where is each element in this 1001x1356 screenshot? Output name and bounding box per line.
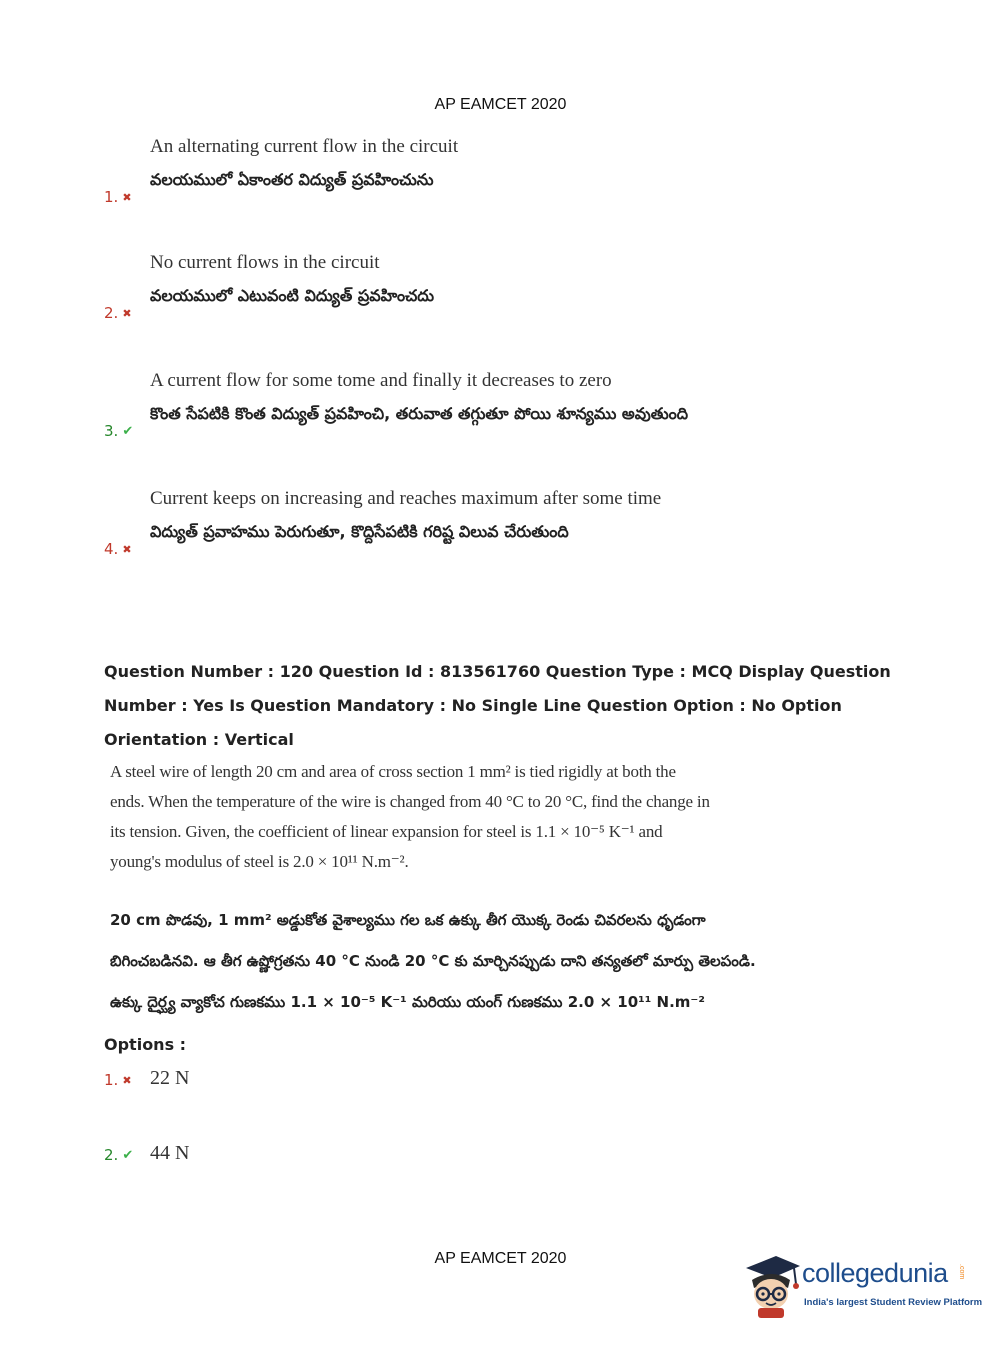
question-english — [110, 757, 730, 877]
prev-option-3-english: A current flow for some tome and finally it decreases to zero — [150, 370, 612, 391]
check-icon: ✔ — [122, 424, 134, 439]
prev-option-3-telugu: కొంత సేపటికి కొంత విద్యుత్ ప్రవహించి, తరువాత తగ్గుతూ పోయి శూన్యము అవుతుంది — [150, 404, 689, 423]
question-telugu — [110, 900, 890, 1023]
question-meta: Question Number : 120 Question Id : 813561760 Question Type : MCQ Display Question Number : Yes Is Question Mandatory : No Single Line Question Option : No Option Orientation : Vertical — [104, 662, 891, 749]
prev-option-4-telugu: విద్యుత్ ప్రవాహము పెరుగుతూ, కొద్దిసేపటికి గరిష్ట విలువ చేరుతుంది — [150, 522, 569, 541]
question-english-line: ends. When the temperature of the wire is changed from 40 °C to 20 °C, find the change in — [110, 792, 710, 811]
question-telugu-line: ఉక్కు దైర్ఘ్య వ్యాకోచ గుణకము 1.1 × 10⁻⁵ K⁻¹ మరియు యంగ్ గుణకము 2.0 × 10¹¹ N.m⁻² — [110, 993, 705, 1011]
logo-tagline: India's largest Student Review Platform — [804, 1297, 983, 1308]
logo-dotcom: .com — [958, 1264, 965, 1280]
answer-option-2-value: 44 N — [150, 1142, 190, 1164]
cross-icon: ✖ — [122, 543, 132, 556]
answer-option-1-value: 22 N — [150, 1067, 190, 1089]
cross-icon: ✖ — [122, 1074, 132, 1087]
question-english-line: its tension. Given, the coefficient of linear expansion for steel is 1.1 × 10⁻⁵ K⁻¹ and — [110, 822, 663, 841]
answer-option-1-number: 1. ✖ — [104, 1071, 132, 1089]
collegedunia-logo — [742, 1250, 983, 1320]
prev-option-1-number: 1. ✖ — [104, 188, 132, 206]
logo-brand: collegedunia — [802, 1258, 948, 1288]
prev-option-3-number: 3. ✔ — [104, 422, 134, 440]
question-english-line: young's modulus of steel is 2.0 × 10¹¹ N.m⁻². — [110, 852, 409, 871]
check-icon: ✔ — [122, 1148, 134, 1163]
cross-icon: ✖ — [122, 191, 132, 204]
cross-icon: ✖ — [122, 307, 132, 320]
question-english-line: A steel wire of length 20 cm and area of cross section 1 mm² is tied rigidly at both the — [110, 762, 676, 781]
prev-option-2-number: 2. ✖ — [104, 304, 132, 322]
page-header: AP EAMCET 2020 — [434, 96, 567, 113]
prev-option-2-english: No current flows in the circuit — [150, 252, 380, 273]
question-telugu-line: 20 cm పొడవు, 1 mm² అడ్డుకోత వైశాల్యము గల ఒక ఉక్కు తీగ యొక్క రెండు చివరలను ధృడంగా — [110, 911, 706, 929]
page-footer: AP EAMCET 2020 — [434, 1250, 567, 1267]
prev-option-2-telugu: వలయములో ఎటువంటి విద్యుత్ ప్రవహించదు — [150, 286, 435, 305]
answer-option-2-number: 2. ✔ — [104, 1146, 134, 1164]
options-label: Options : — [104, 1035, 187, 1054]
prev-option-4-number: 4. ✖ — [104, 540, 132, 558]
prev-option-4-english: Current keeps on increasing and reaches maximum after some time — [150, 488, 662, 509]
prev-option-1-english: An alternating current flow in the circuit — [150, 136, 459, 157]
prev-option-1-telugu: వలయములో ఏకాంతర విద్యుత్ ప్రవహించును — [150, 170, 434, 189]
graduate-mascot-icon — [742, 1250, 802, 1320]
question-telugu-line: బిగించబడినవి. ఆ తీగ ఉష్ణోగ్రతను 40 °C నుండి 20 °C కు మార్చినప్పుడు దాని తన్యతలో మార్పు తెలపండి. — [110, 952, 756, 970]
